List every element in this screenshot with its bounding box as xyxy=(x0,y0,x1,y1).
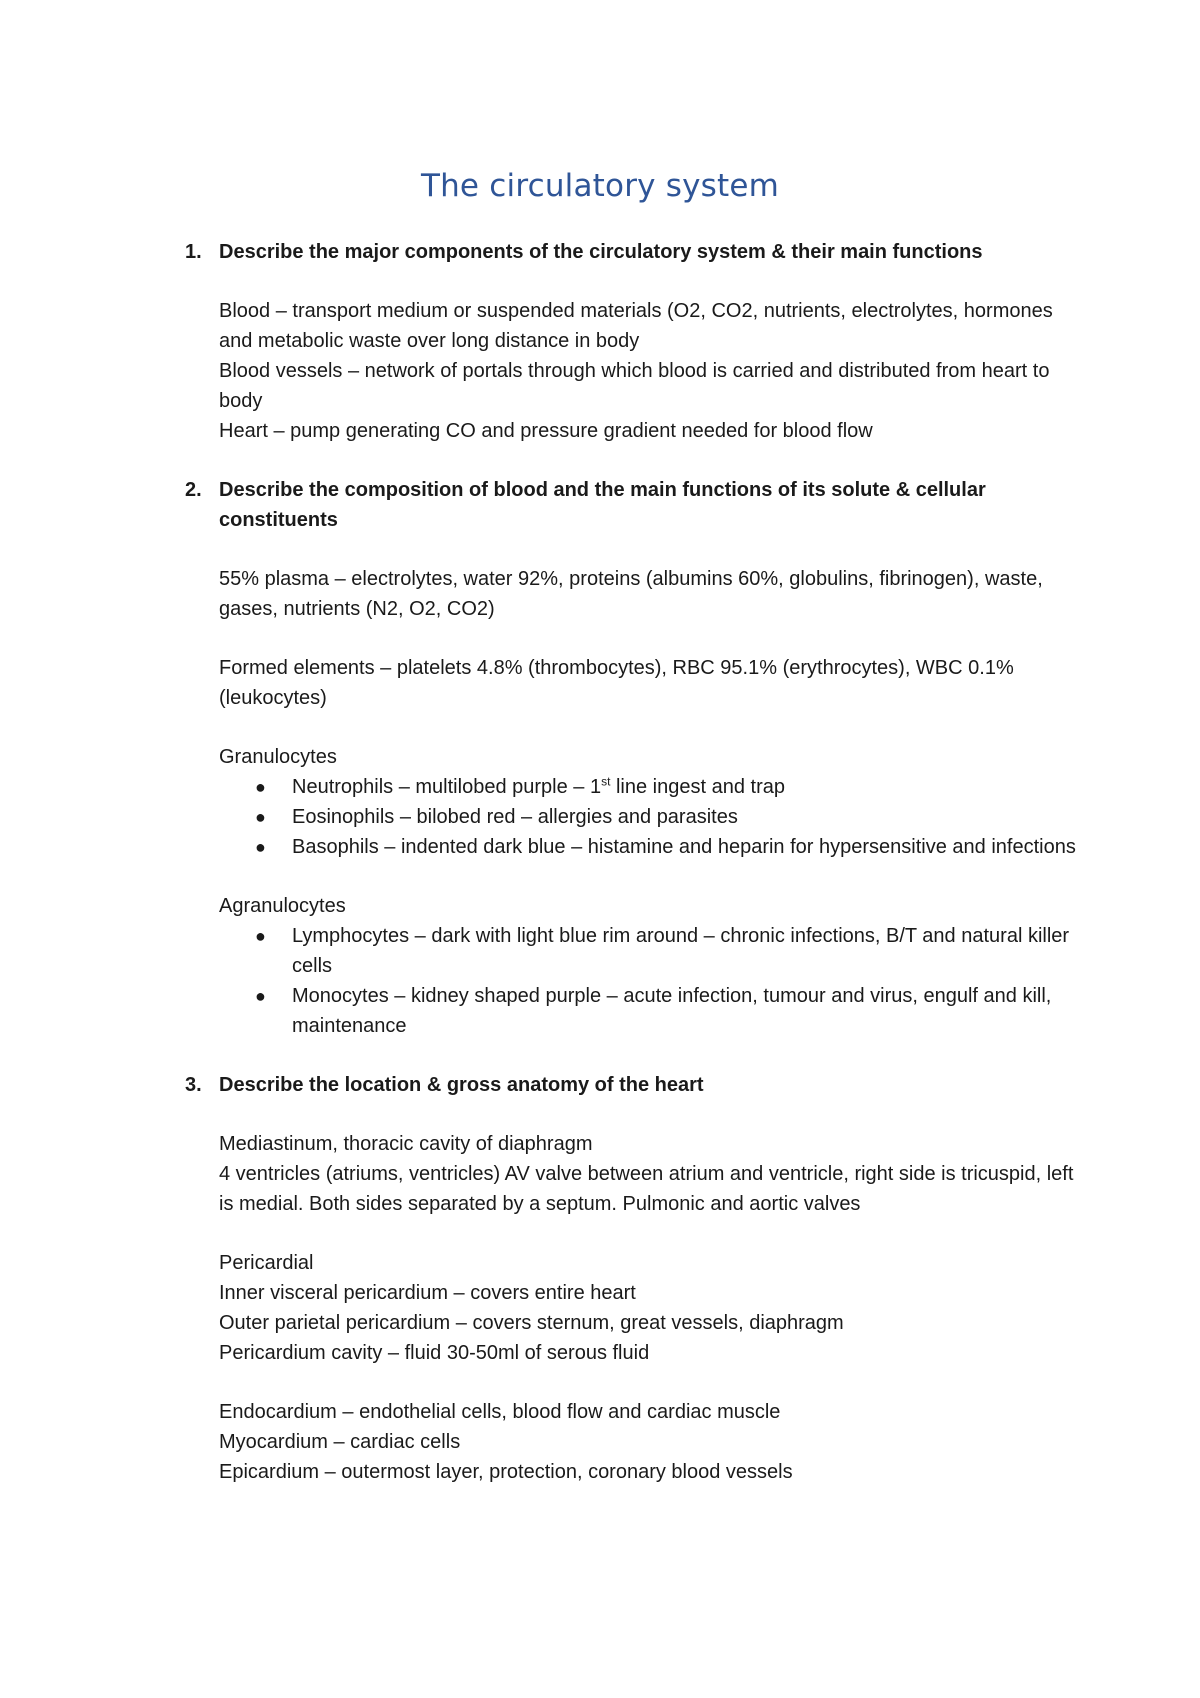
question-2 xyxy=(185,475,1085,535)
question-text: Describe the location & gross anatomy of the heart xyxy=(219,1074,704,1096)
bullet-icon: ● xyxy=(255,986,266,1006)
agranulocytes-heading: Agranulocytes xyxy=(219,895,346,917)
agranulocytes-block xyxy=(185,891,1085,921)
answer-line-heart: Heart – pump generating CO and pressure gradient needed for blood flow xyxy=(219,420,873,442)
answer-line-myocardium: Myocardium – cardiac cells xyxy=(219,1431,461,1453)
question-number: 2. xyxy=(185,479,202,501)
list-item xyxy=(219,832,1085,862)
answer-line-blood-vessels: Blood vessels – network of portals through which blood is carried and distributed from heart to body xyxy=(219,360,1050,412)
answer-line-formed-elements: Formed elements – platelets 4.8% (thrombocytes), RBC 95.1% (erythrocytes), WBC 0.1% (leukocytes) xyxy=(219,657,1014,709)
ordinal-suffix: st xyxy=(601,774,611,789)
agranulocytes-list xyxy=(185,921,1085,1041)
question-number: 3. xyxy=(185,1074,202,1096)
answer-line-chambers: 4 ventricles (atriums, ventricles) AV valve between atrium and ventricle, right side is tricuspid, left is medial. Both sides separated by a septum. Pulmonic and aortic valves xyxy=(219,1163,1074,1215)
answer-line-epicardium: Epicardium – outermost layer, protection, coronary blood vessels xyxy=(219,1461,793,1483)
list-item xyxy=(219,921,1085,981)
answer-line-blood: Blood – transport medium or suspended materials (O2, CO2, nutrients, electrolytes, hormones and metabolic waste over long distance in body xyxy=(219,300,1053,352)
question-text: Describe the composition of blood and the main functions of its solute & cellular constituents xyxy=(219,479,986,531)
answer-line-endocardium: Endocardium – endothelial cells, blood flow and cardiac muscle xyxy=(219,1401,781,1423)
granulocytes-heading: Granulocytes xyxy=(219,746,337,768)
answer-line-parietal: Outer parietal pericardium – covers sternum, great vessels, diaphragm xyxy=(219,1312,844,1334)
monocytes-text: Monocytes – kidney shaped purple – acute infection, tumour and virus, engulf and kill, maintenance xyxy=(292,985,1052,1037)
list-item xyxy=(219,772,1085,802)
list-item xyxy=(219,802,1085,832)
answer-line-plasma: 55% plasma – electrolytes, water 92%, proteins (albumins 60%, globulins, fibrinogen), waste, gases, nutrients (N2, O2, CO2) xyxy=(219,568,1043,620)
granulocytes-list xyxy=(185,772,1085,862)
basophils-text: Basophils – indented dark blue – histamine and heparin for hypersensitive and infections xyxy=(292,836,1076,858)
document-body xyxy=(185,237,1085,1487)
answer-line-visceral: Inner visceral pericardium – covers entire heart xyxy=(219,1282,636,1304)
eosinophils-text: Eosinophils – bilobed red – allergies and parasites xyxy=(292,806,738,828)
page-title: The circulatory system xyxy=(420,168,780,204)
pericardial-heading: Pericardial xyxy=(219,1252,314,1274)
answer-3 xyxy=(185,1129,1085,1487)
answer-2 xyxy=(185,564,1085,772)
bullet-icon: ● xyxy=(255,777,266,797)
answer-line-cavity: Pericardium cavity – fluid 30-50ml of serous fluid xyxy=(219,1342,650,1364)
neutrophils-text-end: line ingest and trap xyxy=(610,776,785,798)
answer-1 xyxy=(185,296,1085,446)
neutrophils-text: Neutrophils – multilobed purple – 1 xyxy=(292,776,602,798)
bullet-icon: ● xyxy=(255,837,266,857)
question-number: 1. xyxy=(185,241,202,263)
bullet-icon: ● xyxy=(255,926,266,946)
question-3 xyxy=(185,1070,1085,1100)
question-1 xyxy=(185,237,1085,267)
lymphocytes-text: Lymphocytes – dark with light blue rim around – chronic infections, B/T and natural killer cells xyxy=(292,925,1070,977)
question-text: Describe the major components of the circulatory system & their main functions xyxy=(219,241,983,263)
list-item xyxy=(219,981,1085,1041)
answer-line-location: Mediastinum, thoracic cavity of diaphragm xyxy=(219,1133,593,1155)
bullet-icon: ● xyxy=(255,807,266,827)
